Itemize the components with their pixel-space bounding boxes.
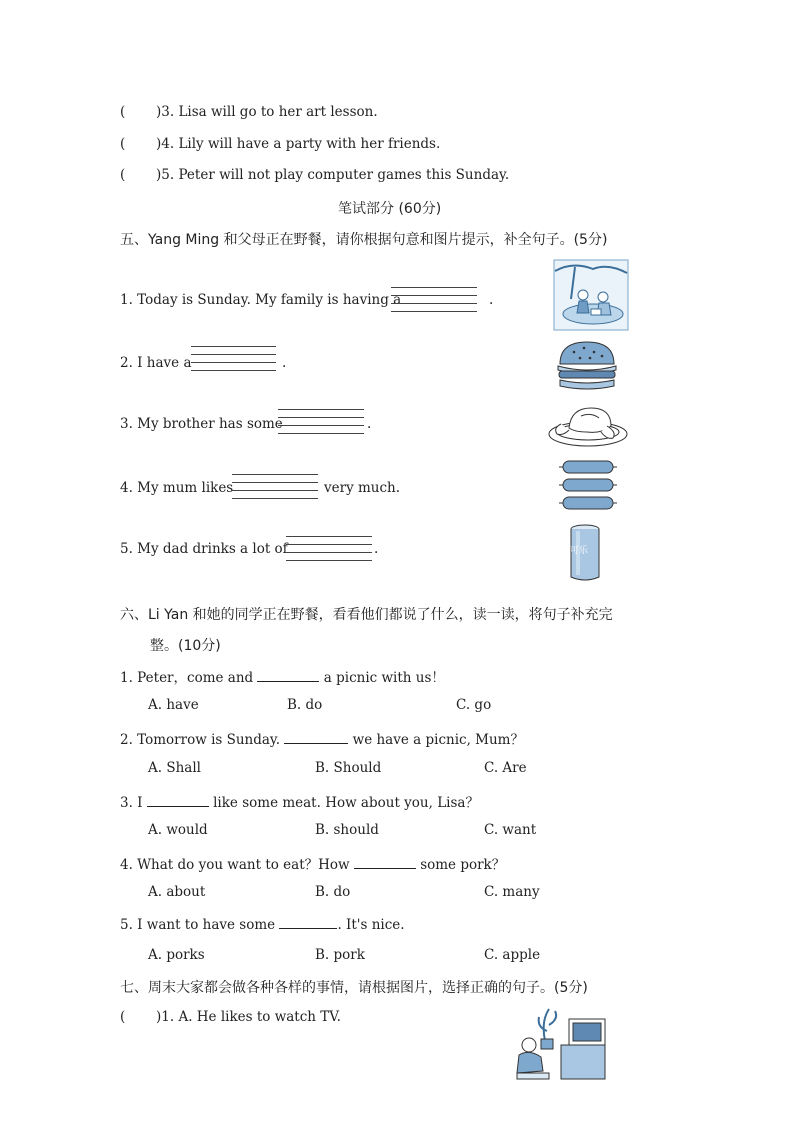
s5-answer-lines-5[interactable] xyxy=(286,536,372,568)
s6-option-2b[interactable]: B. Should xyxy=(315,760,382,776)
can-label: 可乐 xyxy=(570,546,589,556)
s6-question-1: 1. Peter，come and a picnic with us！ xyxy=(120,670,445,686)
item-text: Lisa will go to her art lesson. xyxy=(178,104,378,120)
section6-title-line2: 整。(10分) xyxy=(150,638,221,654)
answer-paren[interactable]: ( xyxy=(120,136,126,152)
item-number: )3. xyxy=(156,104,175,120)
chicken-picture xyxy=(547,402,629,448)
judge-item-5 xyxy=(120,167,509,183)
s6-option-5b[interactable]: B. pork xyxy=(315,947,365,963)
judge-item-4 xyxy=(120,136,440,152)
sausages-picture xyxy=(557,458,621,514)
s6-question-3: 3. I like some meat. How about you, Lisa？ xyxy=(120,795,479,811)
picnic-picture xyxy=(553,259,629,331)
s6-option-2a[interactable]: A. Shall xyxy=(148,760,201,776)
s6-option-4b[interactable]: B. do xyxy=(315,884,351,900)
section6-title-line1: 六、Li Yan 和她的同学正在野餐，看看他们都说了什么，读一读，将句子补充完 xyxy=(120,607,613,623)
s6-option-3c[interactable]: C. want xyxy=(484,822,537,838)
s6-option-1b[interactable]: B. do xyxy=(287,697,323,713)
s6-option-1c[interactable]: C. go xyxy=(456,697,492,713)
judge-item-3 xyxy=(120,104,378,120)
s5-answer-lines-1[interactable] xyxy=(391,287,477,319)
cola-can-picture xyxy=(568,523,602,583)
answer-blank[interactable] xyxy=(257,669,319,682)
answer-paren[interactable]: ( xyxy=(120,1009,126,1025)
s6-option-5a[interactable]: A. porks xyxy=(148,947,205,963)
s6-question-2: 2. Tomorrow is Sunday. we have a picnic, Mum？ xyxy=(120,732,524,748)
item-number: )5. xyxy=(156,167,175,183)
s6-question-5: 5. I want to have some . It's nice. xyxy=(120,917,405,933)
s5-item-1: 1. Today is Sunday. My family is having a xyxy=(120,292,402,308)
s6-option-3a[interactable]: A. would xyxy=(148,822,208,838)
s6-option-4c[interactable]: C. many xyxy=(484,884,540,900)
item-text: Peter will not play computer games this Sunday. xyxy=(178,167,510,183)
s5-item-2: 2. I have a xyxy=(120,355,192,371)
answer-blank[interactable] xyxy=(147,794,209,807)
item-text: A. He likes to watch TV. xyxy=(178,1009,341,1025)
s6-option-4a[interactable]: A. about xyxy=(148,884,206,900)
s5-answer-lines-2[interactable] xyxy=(191,346,276,378)
s7-item-1 xyxy=(120,1009,341,1025)
item-text: Lily will have a party with her friends. xyxy=(178,136,441,152)
s6-option-3b[interactable]: B. should xyxy=(315,822,379,838)
section5-title: 五、Yang Ming 和父母正在野餐，请你根据句意和图片提示，补全句子。(5分) xyxy=(120,232,608,248)
watching-tv-picture xyxy=(515,1005,609,1085)
answer-paren[interactable]: ( xyxy=(120,104,126,120)
answer-blank[interactable] xyxy=(354,856,416,869)
s5-item-3: 3. My brother has some xyxy=(120,416,283,432)
s5-answer-lines-4[interactable] xyxy=(232,474,318,506)
written-part-title: 笔试部分 (60分) xyxy=(338,201,442,217)
s5-answer-lines-3[interactable] xyxy=(278,409,364,441)
s6-question-4: 4. What do you want to eat？How some pork？ xyxy=(120,857,506,873)
item-number: )4. xyxy=(156,136,175,152)
answer-blank[interactable] xyxy=(279,916,337,929)
section7-title: 七、周末大家都会做各种各样的事情，请根据图片，选择正确的句子。(5分) xyxy=(120,980,588,996)
answer-blank[interactable] xyxy=(284,731,348,744)
hamburger-picture xyxy=(554,338,620,394)
s6-option-2c[interactable]: C. Are xyxy=(484,760,527,776)
answer-paren[interactable]: ( xyxy=(120,167,126,183)
s5-item-4: 4. My mum likes xyxy=(120,480,234,496)
s6-option-1a[interactable]: A. have xyxy=(148,697,199,713)
item-number: )1. xyxy=(156,1009,175,1025)
s5-item-5: 5. My dad drinks a lot of xyxy=(120,541,288,557)
s6-option-5c[interactable]: C. apple xyxy=(484,947,541,963)
